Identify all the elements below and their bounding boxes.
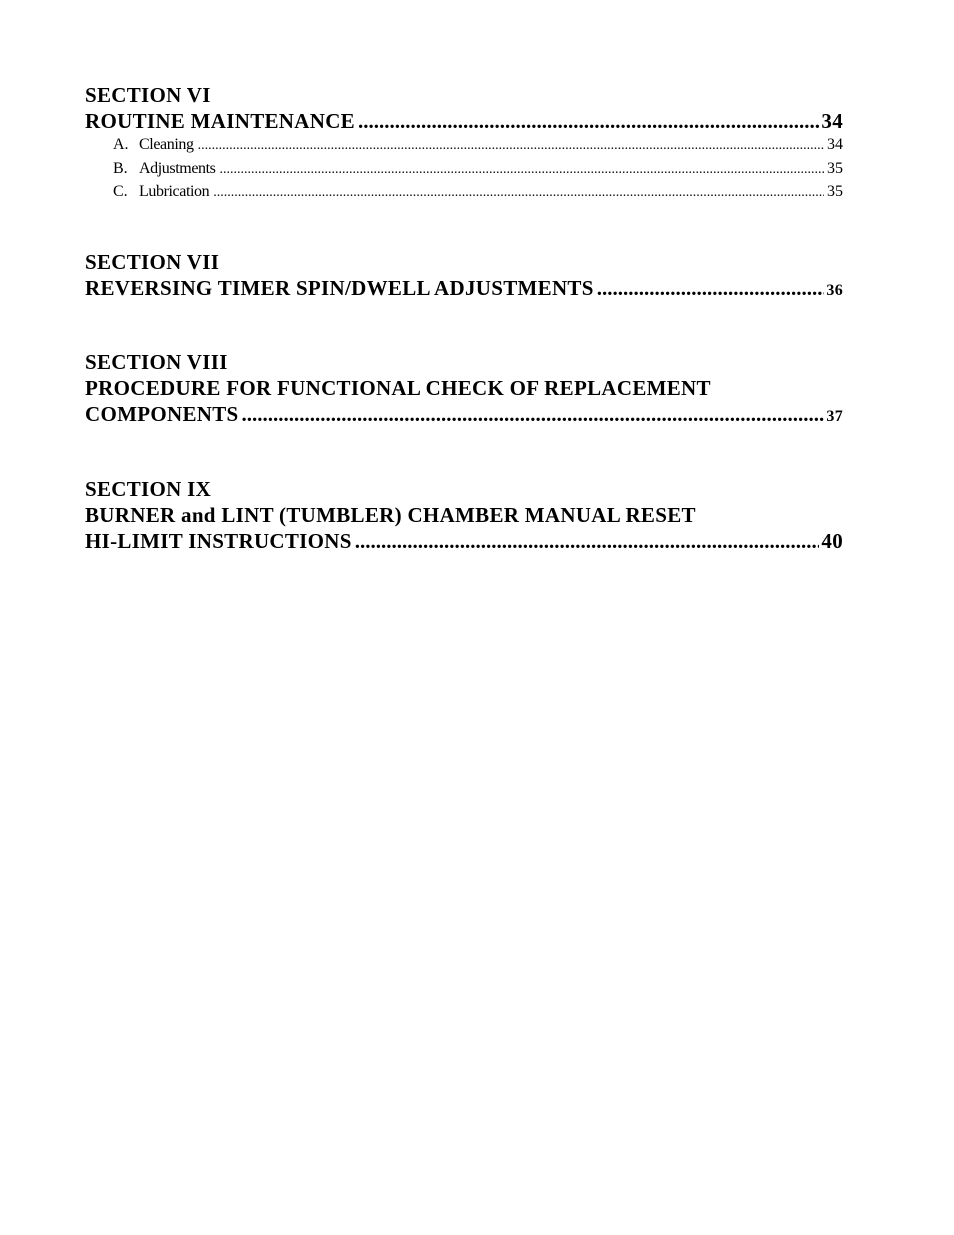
section-heading: SECTION VII: [85, 249, 220, 274]
dot-leader: [213, 182, 824, 205]
toc-section-ix: [85, 476, 843, 554]
toc-section-viii: [85, 349, 843, 430]
toc-subentry-adjustments[interactable]: [113, 158, 843, 182]
page-number: 36: [826, 281, 843, 299]
section-heading: SECTION VI: [85, 83, 211, 107]
toc-section-vi: [85, 82, 843, 205]
page-number: 37: [826, 407, 843, 425]
section-spacer: [85, 304, 843, 349]
toc-entry-reversing-timer[interactable]: [85, 275, 843, 304]
toc-subentry-lubrication[interactable]: [113, 181, 843, 205]
dot-leader: [597, 275, 825, 301]
dot-leader: [355, 528, 820, 554]
dot-leader: [198, 135, 824, 158]
toc-entry-routine-maintenance[interactable]: [85, 108, 843, 134]
entry-title-line[interactable]: PROCEDURE FOR FUNCTIONAL CHECK OF REPLACEMENT: [85, 375, 711, 400]
entry-title: HI-LIMIT INSTRUCTIONS: [85, 528, 352, 553]
section-heading: SECTION IX: [85, 476, 212, 501]
table-of-contents: [85, 82, 843, 554]
subentry-title: Adjustments: [139, 159, 216, 177]
section-spacer: [85, 205, 843, 249]
subentry-letter: B.: [113, 159, 128, 177]
section-spacer: [85, 430, 843, 476]
subentry-letter: C.: [113, 183, 128, 200]
toc-entry-functional-check[interactable]: [85, 401, 843, 430]
dot-leader: [242, 401, 825, 427]
toc-section-vii: [85, 249, 843, 304]
subentry-title: Cleaning: [139, 136, 194, 153]
section-heading: SECTION VIII: [85, 349, 228, 374]
toc-subentry-cleaning[interactable]: [113, 134, 843, 158]
entry-title: ROUTINE MAINTENANCE: [85, 109, 355, 133]
dot-leader: [358, 108, 819, 134]
page-number: 35: [827, 159, 843, 177]
toc-entry-hi-limit[interactable]: [85, 528, 843, 554]
entry-title: COMPONENTS: [85, 401, 239, 426]
page-number: 34: [827, 136, 843, 153]
subentry-letter: A.: [113, 136, 129, 153]
page-number: 40: [821, 528, 843, 553]
subsection-list: [85, 134, 843, 205]
page-number: 35: [827, 183, 843, 200]
entry-title: REVERSING TIMER SPIN/DWELL ADJUSTMENTS: [85, 275, 594, 300]
subentry-title: Lubrication: [139, 183, 210, 200]
page-number: 34: [821, 109, 843, 133]
entry-title-line[interactable]: BURNER and LINT (TUMBLER) CHAMBER MANUAL RESET: [85, 502, 696, 527]
dot-leader: [220, 159, 825, 182]
